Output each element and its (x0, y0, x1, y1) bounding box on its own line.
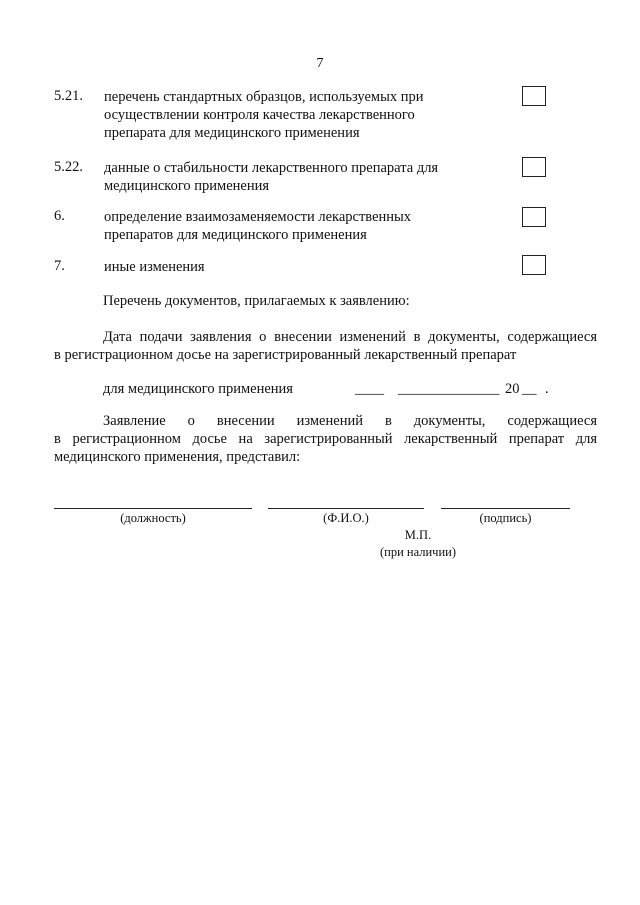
checkbox-item-6[interactable] (522, 207, 546, 227)
date-year-field[interactable]: __ (522, 381, 537, 397)
date-year-prefix: 20 (505, 381, 520, 397)
submitted-paragraph-line-1: Заявление о внесении изменений в документы, содержащиеся (103, 413, 597, 429)
date-end-period: . (545, 381, 549, 397)
item-number: 7. (54, 258, 65, 274)
position-caption: (должность) (120, 511, 186, 525)
stamp-label: М.П. (404, 528, 432, 542)
list-item (54, 88, 534, 142)
date-month-field[interactable]: ______________ (398, 381, 500, 397)
documents-list-label: Перечень документов, прилагаемых к заявлению: (103, 293, 410, 309)
name-caption: (Ф.И.О.) (323, 511, 369, 525)
list-item (54, 258, 534, 276)
date-paragraph-line-2: в регистрационном досье на зарегистрированный лекарственный препарат (54, 347, 517, 363)
stamp-note: (при наличии) (379, 545, 457, 559)
item-text: перечень стандартных образцов, используемых при осуществлении контроля качества лекарственного препарата для медицинского применения (104, 89, 424, 141)
date-day-field[interactable]: ____ (355, 381, 384, 397)
item-text: данные о стабильности лекарственного препарата для медицинского применения (104, 160, 439, 194)
item-text: иные изменения (104, 259, 205, 275)
checkbox-item-5-22[interactable] (522, 157, 546, 177)
submitted-paragraph-line-2: в регистрационном досье на зарегистрированный лекарственный препарат для (54, 431, 597, 447)
date-paragraph-line-3: для медицинского применения (103, 381, 293, 397)
name-field-line[interactable] (268, 508, 424, 509)
checkbox-item-5-21[interactable] (522, 86, 546, 106)
item-number: 5.22. (54, 159, 83, 175)
date-paragraph-line-1: Дата подачи заявления о внесении изменений в документы, содержащиеся (103, 329, 597, 345)
position-field-line[interactable] (54, 508, 252, 509)
list-item (54, 159, 534, 195)
checkbox-item-7[interactable] (522, 255, 546, 275)
signature-caption: (подпись) (479, 511, 532, 525)
signature-field-line[interactable] (441, 508, 570, 509)
submitted-paragraph-line-3: медицинского применения, представил: (54, 449, 301, 465)
item-number: 5.21. (54, 88, 83, 104)
page-number: 7 (316, 56, 324, 71)
list-item (54, 208, 534, 244)
item-text: определение взаимозаменяемости лекарственных препаратов для медицинского применения (104, 209, 412, 243)
item-number: 6. (54, 208, 65, 224)
